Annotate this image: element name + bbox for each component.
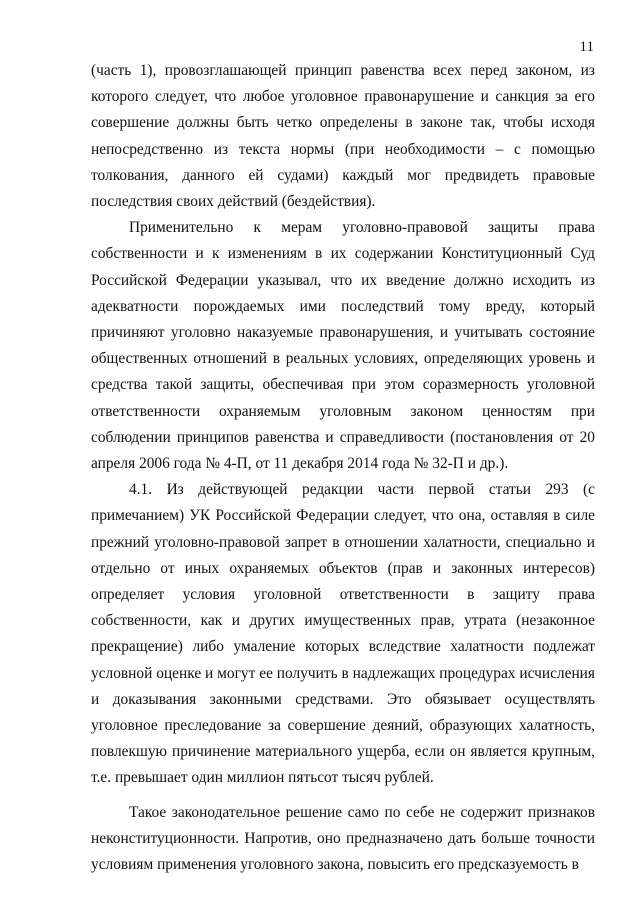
paragraph-section-4-1: 4.1. Из действующей редакции части первой статьи 293 (с примечанием) УК Российской Федерации следует, что она, оставляя в силе прежний уголовно-правовой запрет в отношении халатности, специально и отдельно от иных охраняемых объектов (прав и законных интересов) определяет условия уголовной ответственности в защиту права собственности, как и других имущественных прав, утрата (незаконное прекращение) либо умаление которых вследствие халатности подлежат условной оценке и могут ее получить в надлежащих процедурах исчисления и доказывания законными средствами. Это обязывает осуществлять уголовное преследование за совершение деяний, образующих халатность, повлекшую причинение материального ущерба, если он является крупным, т.е. превышает один миллион пятьсот тысяч рублей.: [91, 481, 595, 787]
document-body: [91, 58, 595, 878]
page-number: 11: [579, 39, 594, 55]
paragraph-continuation: (часть 1), провозглашающей принцип равенства всех перед законом, из которого следует, что любое уголовное правонарушение и санкция за его совершение должны быть четко определены в законе так, чтобы исходя непосредственно из текста нормы (при необходимости – с помощью толкования, данного ей судами) каждый мог предвидеть правовые последствия своих действий (бездействия).: [91, 62, 595, 211]
paragraph-legislative-decision: Такое законодательное решение само по себе не содержит признаков неконституционности. Напротив, оно предназначено дать больше точности условиям применения уголовного закона, повысить его предсказуемость в: [91, 803, 595, 874]
paragraph-property-protection: Применительно к мерам уголовно-правовой защиты права собственности и к изменениям в их содержании Конституционный Суд Российской Федерации указывал, что их введение должно исходить из адекватности порождаемых ими последствий тому вреду, который причиняют уголовно наказуемые правонарушения, и учитывать состояние общественных отношений в реальных условиях, определяющих уровень и средства такой защиты, обеспечивая при этом соразмерность уголовной ответственности охраняемым уголовным законом ценностям при соблюдении принципов равенства и справедливости (постановления от 20 апреля 2006 года № 4-П, от 11 декабря 2014 года № 32-П и др.).: [91, 219, 595, 473]
